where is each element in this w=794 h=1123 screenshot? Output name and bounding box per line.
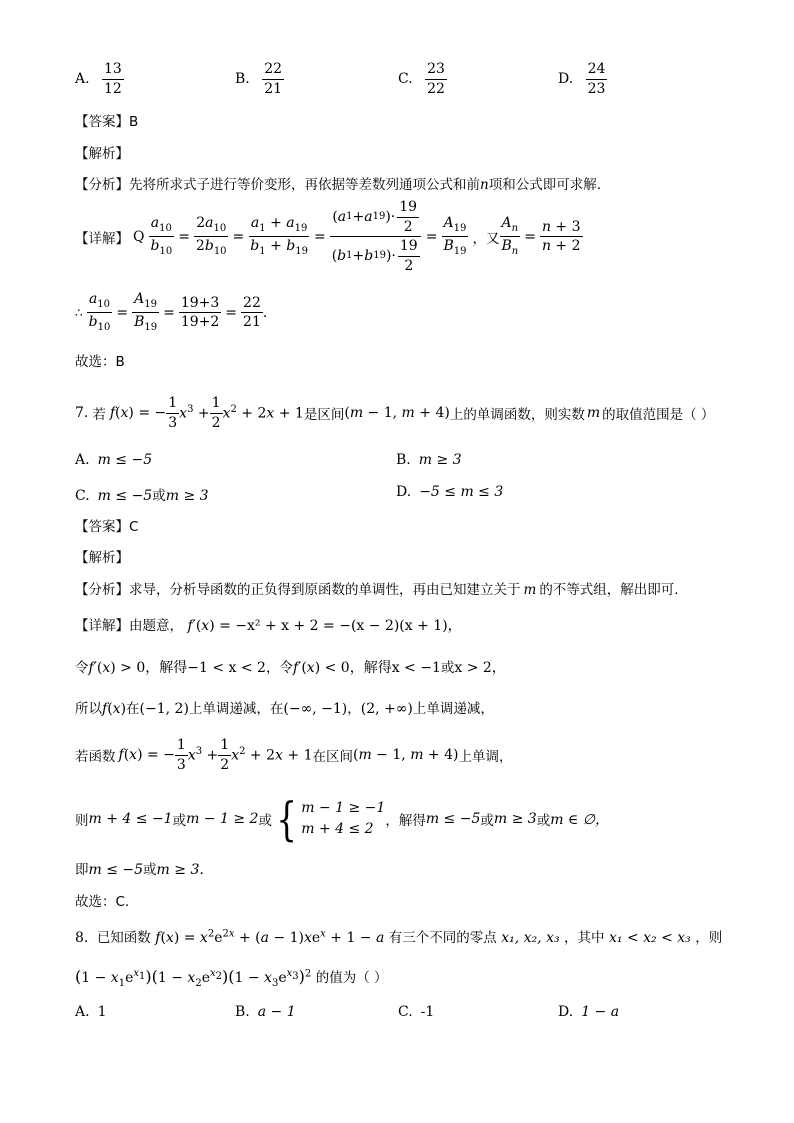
q8-option-c	[398, 1004, 434, 1020]
detail-text: < 0，解得	[324, 660, 392, 676]
q7-detail-line-5	[75, 792, 609, 846]
system-row: m + 4 ≤ 2	[301, 821, 374, 837]
detail-text: (−∞, −1)	[283, 701, 348, 717]
q7-detail-line-1: 【详解】由题意， f′(x) = −x² + x + 2 = −(x − 2)(x + 1)，	[75, 618, 462, 634]
detail-text: 上单调递减，在	[188, 701, 284, 717]
denominator: 22	[427, 80, 445, 97]
denominator: 19+2	[180, 314, 220, 331]
option-label: A.	[75, 1004, 90, 1020]
fenxi-text: 的不等式组，解出即可.	[539, 582, 679, 598]
fraction: $\frac{a_{10}}{b_{10}}$	[150, 215, 173, 258]
option-label: C.	[398, 71, 413, 88]
detail-text: 或	[440, 660, 455, 676]
question-number: 7.	[75, 405, 89, 422]
detail-text: 即	[75, 862, 89, 878]
fraction	[179, 296, 221, 330]
option-text: 或	[152, 488, 166, 504]
option-label: D.	[558, 1004, 574, 1020]
option-label: A.	[75, 71, 90, 88]
option-text: 1	[97, 1004, 107, 1020]
detail-text: 所以	[75, 701, 102, 717]
detail-text: 上单调，	[458, 749, 513, 766]
numerator: 22	[262, 62, 284, 80]
fraction: $\frac{1}{3}$	[176, 737, 186, 773]
fenxi-text: 项和公式即可求解.	[488, 177, 601, 193]
therefore-symbol: ∴	[75, 305, 83, 320]
q8-option-d	[558, 1004, 619, 1020]
q6-option-b	[235, 62, 284, 96]
detail-text: 或	[258, 813, 272, 829]
denominator: 12	[104, 80, 122, 97]
q8-stem-line-1: 8. 已知函数 $f(x) = x^2e^{2x} + (a - 1)xe^x + 1 - a$ 有三个不同的零点 x₁, x₂, x₃ ，其中 x₁ < x₂ < x₃ ，则	[75, 928, 723, 946]
option-label: D.	[396, 484, 412, 500]
option-text: m ≤ −5	[97, 488, 153, 504]
detail-text: ，	[347, 701, 361, 717]
option-label: D.	[558, 71, 574, 88]
stem-text: 是区间	[303, 407, 345, 424]
q7-detail-line-4: 若函数 f(x) = − $\frac{1}{3}$ $x^3$ + $\frac{1}{2}$ $x^2 + 2x + 1$ 在区间 (m − 1, m + 4) 上单调，	[75, 737, 513, 773]
q7-choose: 故选：C.	[75, 894, 130, 910]
fraction	[425, 62, 447, 96]
fraction: $\frac{n + 3}{n + 2}$	[541, 218, 581, 255]
fraction	[102, 62, 124, 96]
q8-option-b	[235, 1004, 296, 1020]
stem-text: 已知函数	[96, 930, 151, 946]
stem-text: 若	[92, 407, 106, 424]
detail-text: 上单调递减，	[412, 701, 494, 717]
system-row: m − 1 ≥ −1	[301, 800, 386, 816]
q7-answer-line	[75, 515, 138, 535]
fraction: $\frac{1}{3}$	[168, 395, 178, 431]
option-label: B.	[396, 452, 411, 468]
detail-text: −1 < x < 2	[187, 660, 266, 676]
detail-text: m ≥ 3.	[156, 862, 204, 878]
fraction	[586, 62, 608, 96]
stem-text: x₁ < x₂ < x₃	[608, 930, 691, 946]
also-text: ，又	[472, 230, 500, 247]
detail-text: (2, +∞)	[360, 701, 413, 717]
stem-text: ，则	[695, 930, 723, 946]
q7-option-a	[75, 452, 152, 468]
numerator: 22	[241, 296, 263, 314]
fenxi-tag: 【分析】	[75, 177, 129, 193]
q6-choose: 故选：B	[75, 354, 125, 370]
question-number: 8.	[75, 930, 89, 946]
option-text: m ≥ 3	[165, 488, 209, 504]
q7-stem: 7. 若 f(x) = − $\frac{1}{3}$ $x^3$ + $\frac{1}{2}$ $x^2 + 2x + 1$ 是区间 (m − 1, m + 4) 上的单调函数，则实数 m 的取值范围是（ ）	[75, 395, 715, 431]
q7-detail-line-6	[75, 858, 204, 878]
q8-option-a	[75, 1004, 106, 1020]
detail-text: > 0，解得	[120, 660, 188, 676]
stem-text: 有三个不同的零点	[388, 930, 497, 946]
inequality-system	[301, 798, 385, 840]
denominator: 23	[587, 80, 606, 97]
stem-text: ，其中	[564, 930, 605, 946]
detail-text: 若函数	[75, 749, 116, 766]
var-n: n	[480, 177, 489, 193]
q7-option-d	[396, 484, 503, 500]
detail-tag: 【详解】	[75, 230, 129, 247]
numerator: 24	[586, 62, 608, 80]
stem-text: 上的单调函数，则实数	[449, 407, 585, 424]
option-label: B.	[235, 1004, 250, 1020]
option-label: C.	[75, 488, 90, 504]
q6-fenxi-line	[75, 173, 601, 193]
detail-text: 由题意，	[129, 618, 183, 634]
detail-text: ，解得	[385, 813, 426, 829]
q7-option-b	[396, 452, 462, 468]
fraction: $\frac{a_1 + a_{19}}{b_1 + b_{19}}$	[250, 215, 308, 258]
fraction: ( a 1 + a 19 )· $\frac{19}{2}$ ( b 1 + b 19 )· $\frac{19}{2}$	[330, 200, 422, 274]
fraction: $\frac{A_n}{B_n}$	[501, 215, 519, 258]
fraction	[262, 62, 284, 96]
q7-analysis-tag: 【解析】	[75, 550, 129, 566]
q6-option-a	[75, 62, 124, 96]
fraction: $\frac{a_{10}}{b_{10}}$	[88, 291, 111, 334]
detail-text: m ≥ 3	[493, 811, 537, 827]
denominator: 21	[243, 314, 261, 331]
q6-analysis-tag: 【解析】	[75, 146, 129, 162]
detail-text: m ≤ −5	[425, 811, 481, 827]
detail-text: 或	[480, 813, 494, 829]
q6-therefore-line: ∴ $\frac{a_{10}}{b_{10}}$ = $\frac{A_{19}}{B_{19}}$ = $\frac{19+3}{19+2}$ = $\frac{22}{21}$ .	[75, 291, 268, 334]
q7-fenxi-line: 【分析】求导，分析导函数的正负得到原函数的单调性，再由已知建立关于 m 的不等式组，解出即可.	[75, 582, 679, 598]
detail-text: m ∈ ∅，	[550, 812, 609, 828]
denominator: 21	[264, 80, 283, 97]
option-text: m ≤ −5	[97, 452, 153, 468]
option-text: a − 1	[257, 1004, 296, 1020]
numerator: 23	[425, 62, 447, 80]
numerator: 13	[102, 62, 124, 80]
option-text: −5 ≤ m ≤ 3	[419, 484, 504, 500]
answer-tag: 【答案】	[75, 114, 129, 130]
answer-tag: 【答案】	[75, 519, 129, 535]
detail-text: ，令	[265, 660, 293, 676]
detail-tag: 【详解】	[75, 618, 129, 634]
detail-text: 在	[126, 701, 140, 717]
detail-text: x > 2，	[454, 660, 506, 676]
answer-value: B	[129, 114, 139, 130]
equation-text: = −x² + x + 2 = −(x − 2)(x + 1)，	[219, 618, 462, 634]
detail-text: x < −1	[391, 660, 441, 676]
fraction: $\frac{A_{19}}{B_{19}}$	[134, 291, 158, 334]
q6-option-c	[398, 62, 447, 96]
detail-text: 则	[75, 813, 89, 829]
q6-detail-equation: 【详解】 Q $\frac{a_{10}}{b_{10}}$ = $\frac{2a_{10}}{2b_{10}}$ = $\frac{a_1 + a_{19}}{b_1 + b_{19}}$ = ( a 1 + a 19 )· $\frac{19}{2}$ ( b 1 + b 19 )· $\frac{19}{2}$ = $\frac{A_{19}}{B_{19}}$ ，又 $\frac{A_n}{B_n}$ = $\frac{n + 3}{n + 2}$	[75, 199, 581, 275]
fenxi-text: 求导，分析导函数的正负得到原函数的单调性，再由已知建立关于	[129, 582, 521, 598]
numerator: 19+3	[179, 296, 221, 314]
detail-text: m − 1 ≥ 2	[186, 811, 259, 827]
option-label: C.	[398, 1004, 413, 1020]
q6-option-d	[558, 62, 607, 96]
stem-text: 的值为（ ）	[315, 970, 388, 986]
fraction: $\frac{2a_{10}}{2b_{10}}$	[195, 215, 227, 258]
option-text: 1 − a	[581, 1004, 620, 1020]
fraction: $\frac{A_{19}}{B_{19}}$	[443, 215, 467, 258]
stem-text: 的取值范围是（ ）	[602, 407, 715, 424]
q8-stem-line-2: $(1 - x_1e^{x_1})(1 - x_2e^{x_2})(1 - x_3e^{x_3})^2$ 的值为（ ）	[75, 967, 388, 989]
fraction: $\frac{1}{2}$	[211, 395, 221, 431]
q7-detail-line-3: 所以f(x)在(−1, 2)上单调递减，在(−∞, −1)，(2, +∞)上单调递减，	[75, 701, 494, 717]
detail-text: (−1, 2)	[139, 701, 189, 717]
option-text: -1	[420, 1004, 435, 1020]
detail-text: m + 4 ≤ −1	[88, 811, 173, 827]
answer-value: C	[129, 519, 139, 535]
option-text: m ≥ 3	[418, 452, 462, 468]
detail-text: 或	[143, 862, 157, 878]
left-brace: {	[276, 792, 297, 846]
fenxi-tag: 【分析】	[75, 582, 129, 598]
because-symbol: Q	[133, 228, 145, 245]
detail-text: m ≤ −5	[88, 862, 144, 878]
detail-text: 在区间	[312, 749, 353, 766]
q7-option-c	[75, 484, 209, 504]
detail-text: 或	[172, 813, 187, 829]
fenxi-text: 先将所求式子进行等价变形，再依据等差数列通项公式和前	[129, 177, 480, 193]
stem-text: x₁, x₂, x₃	[501, 930, 560, 946]
q7-detail-line-2: 令f′(x) > 0，解得−1 < x < 2，令f′(x) < 0，解得x < −1或x > 2，	[75, 660, 506, 676]
q6-answer-line	[75, 110, 138, 130]
fraction: $\frac{1}{2}$	[220, 737, 230, 773]
detail-text: 或	[536, 813, 551, 829]
detail-text: 令	[75, 660, 89, 676]
option-label: B.	[235, 71, 250, 88]
option-label: A.	[75, 452, 90, 468]
fraction	[241, 296, 263, 330]
